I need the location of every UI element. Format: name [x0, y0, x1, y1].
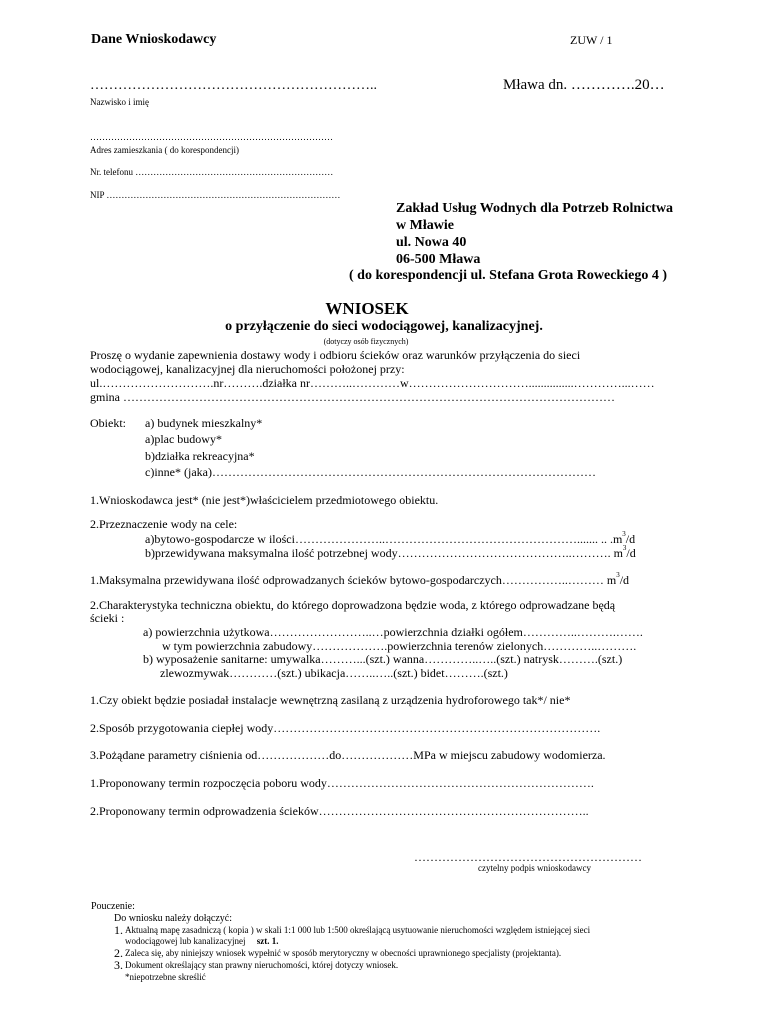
object-option-a2: a)plac budowy* — [145, 432, 222, 446]
water-purpose-title: 2.Przeznaczenie wody na cele: — [90, 517, 238, 531]
water-purpose-a: a)bytowo-gospodarcze w ilości…………………..…………………………………………....... .. $.m^3/d$ — [145, 530, 636, 546]
object-option-c: c)inne* (jaka)…………………………………………………………………………………… — [145, 465, 596, 479]
footnote: *niepotrzebne skreślić — [125, 972, 206, 982]
recipient-line-5: ( do korespondencji ul. Stefana Grota Roweckiego 4 ) — [349, 268, 667, 283]
question-start-water: 1.Proponowany termin rozpoczęcia poboru wody…………………………………………………………. — [90, 776, 594, 790]
signature-label: czytelny podpis wnioskodawcy — [478, 863, 591, 873]
intro-line-2: wodociągowej, kanalizacyjnej dla nieruchomości położonej przy: — [90, 362, 405, 376]
phone-field: Nr. telefonu ………………………………………………………… — [90, 167, 334, 177]
recipient-line-3: ul. Nowa 40 — [396, 235, 467, 250]
notes-title: Pouczenie: — [91, 901, 135, 912]
note-3-number: 3. — [114, 958, 123, 972]
signature-line: ………………………………………………… — [414, 850, 642, 864]
address-line: ul.……………………….nr……….działka nr………..…………w…………………………...............…………...…… — [90, 376, 655, 390]
note-1-number: 1. — [114, 923, 123, 937]
question-hydrophore: 1.Czy obiekt będzie posiadał instalacje wewnętrzną zasilaną z urządzenia hydroforowego tak*/ nie* — [90, 693, 571, 707]
tech-char-a2: w tym powierzchnia zabudowy……………….powierzchnia terenów zielonych…………..………. — [162, 639, 637, 653]
applicant-heading: Dane Wnioskodawcy — [91, 32, 217, 47]
recipient-line-2: w Mławie — [396, 218, 454, 233]
tech-char-a1: a) powierzchnia użytkowa……………………..…powierzchnia działki ogółem…………..……….……. — [143, 625, 643, 639]
question-start-sewage: 2.Proponowany termin odprowadzenia ścieków………………………………………………………….. — [90, 804, 589, 818]
object-option-b: b)działka rekreacyjna* — [145, 449, 255, 463]
nip-field: NIP …………………………………………………………………… — [90, 190, 341, 200]
city-date: Mława dn. ………….20… — [503, 77, 665, 93]
document-subtitle: o przyłączenie do sieci wodociągowej, kanalizacyjnej. — [225, 319, 543, 334]
question-pressure: 3.Pożądane parametry ciśnienia od………………do………………MPa w miejscu zabudowy wodomierza. — [90, 748, 606, 762]
address-field: ……………………………………………………………………… — [90, 132, 333, 142]
question-hot-water: 2.Sposób przygotowania ciepłej wody………………………………………………………………………. — [90, 721, 601, 735]
sewage-quantity: 1.Maksymalna przewidywana ilość odprowadzanych ścieków bytowo-gospodarczych……………..……… $m^3/d$ — [90, 571, 630, 587]
notes-intro: Do wniosku należy dołączyć: — [114, 913, 233, 924]
name-field: …………………………………………………….. — [90, 78, 377, 93]
note-2-text: Zaleca się, aby niniejszy wniosek wypełnić w sposób merytoryczny w obecności uprawnionego specjalisty (projektanta). — [125, 948, 562, 958]
note-2-number: 2. — [114, 946, 123, 960]
document-note: (dotyczy osób fizycznych) — [323, 337, 409, 346]
name-label: Nazwisko i imię — [90, 97, 149, 107]
tech-char-b1: b) wyposażenie sanitarne: umywalka………...(szt.) wanna…………..…..(szt.) natrysk……….(szt.) — [143, 652, 623, 666]
form-code: ZUW / 1 — [570, 33, 613, 47]
note-3-text: Dokument określający stan prawny nieruchomości, której dotyczy wniosek. — [125, 960, 399, 970]
tech-char-b2: zlewozmywak…………(szt.) ubikacja……..…..(szt.) bidet……….(szt.) — [160, 666, 508, 680]
object-option-a: a) budynek mieszkalny* — [145, 416, 263, 430]
tech-char-line-1: 2.Charakterystyka techniczna obiektu, do którego doprowadzona będzie woda, z którego odprowadzane będą — [90, 598, 616, 612]
gmina-line: gmina …………………………………………………………………………………………………………… — [90, 390, 615, 404]
address-label: Adres zamieszkania ( do korespondencji) — [90, 145, 239, 155]
document-title: WNIOSEK — [325, 299, 409, 318]
recipient-line-1: Zakład Usług Wodnych dla Potrzeb Rolnictwa — [396, 201, 674, 216]
water-purpose-b: b)przewidywana maksymalna ilość potrzebnej wody……………………………………..………. $m^3/d$ — [145, 544, 636, 560]
note-1-text-cont: wodociągowej lub kanalizacyjnej szt. 1. — [125, 936, 279, 946]
note-1-text: Aktualną mapę zasadniczą ( kopia ) w skali 1:1 000 lub 1:500 określającą usytuowanie nieruchomości względem istniejącej sieci — [125, 925, 591, 935]
recipient-line-4: 06-500 Mława — [396, 252, 481, 267]
intro-line-1: Proszę o wydanie zapewnienia dostawy wody i odbioru ścieków oraz warunków przyłączenia do sieci — [90, 348, 581, 362]
tech-char-line-2: ścieki : — [90, 611, 125, 625]
object-label: Obiekt: — [90, 416, 126, 430]
question-ownership: 1.Wnioskodawca jest* (nie jest*)właścicielem przedmiotowego obiektu. — [90, 493, 439, 507]
